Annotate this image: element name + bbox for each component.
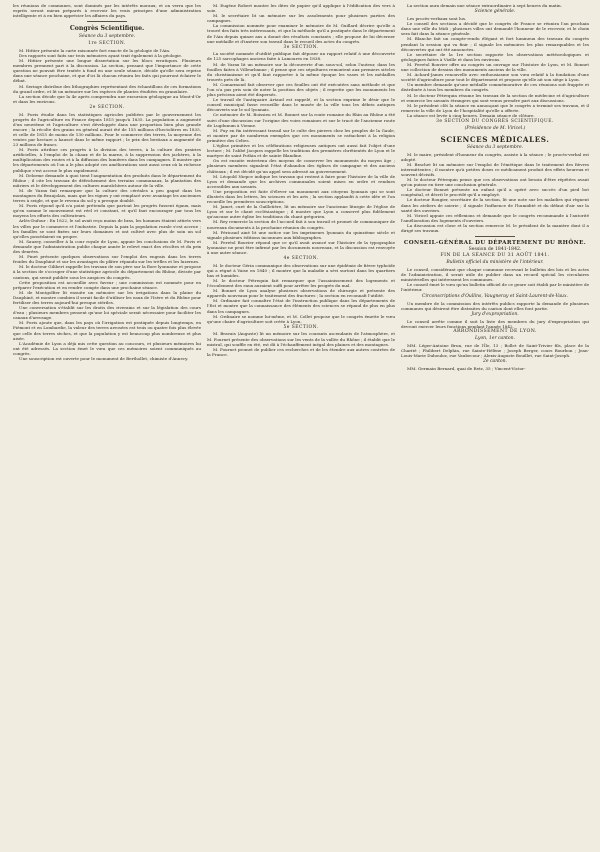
paragraph: M. le secrétaire lit un mémoire sur les assolements pour plusieurs parties des campagnes.	[207, 13, 395, 24]
paragraph: Un membre de la commission des intérêts publics rapporte la demande de plusieurs communes qui désirent être distraites du canton dont elles font partie.	[401, 300, 589, 311]
arrondissement-heading: ARRONDISSEMENT DE LYON.	[453, 328, 537, 334]
congress-title: Congrès Scientifique.	[69, 25, 145, 33]
paragraph: M. Sauzey, conseiller à la cour royale de Lyon, appuie les conclusions de M. Puvis et demande que l'administration publie chaque année le relevé exact des récoltes et du prix des denrées.	[13, 238, 201, 255]
paragraph: M. de Montgolfier lit ensuite un mémoire sur les irrigations dans la plaine du Dauphiné, et montre combien il serait facile d'utiliser les eaux de l'Isère et du Rhône pour fertiliser des terres aujourd'hui presque stériles.	[13, 289, 201, 305]
paragraph: M. de Varax fait remarquer que la culture des céréales a peu gagné dans les montagnes du Beaujolais, mais que les vignes y ont remplacé avec avantage les anciennes terres à seigle, et que le revenu du sol y a presque doublé.	[13, 187, 201, 204]
paragraph: Une souscription est ouverte pour le monument de Berthollet, chimiste d'Annecy.	[19, 356, 189, 361]
section-sub-heading: 3e SECTION DU CONGRÈS SCIENTIFIQUE.	[436, 118, 554, 124]
section-heading-1: 1re SECTION.	[88, 41, 126, 47]
conseil-date: FIN DE LA SÉANCE DU 31 AOÛT 1841.	[440, 253, 550, 259]
paragraph: M. Achard-James renouvelle avec enthousiasme son vœu relatif à la fondation d'une société d'agriculture pour tout le département et propose qu'elle ait son siège à Lyon.	[401, 72, 589, 83]
intro-paragraph: les réunions de communes, sont dominés par les intérêts moraux, et on verra que les esprits seront mieux préparés à recevoir les vrais principes d'une administration intelligente et à en bien apprécier les affaires du pays.	[13, 3, 201, 19]
canton-heading-2: 2e canton.	[483, 359, 507, 365]
paragraph: M. Ordinaire fait connaître l'état de l'instruction publique dans les départements de l'Est et montre que la connaissance des éléments des sciences se répand de plus en plus dans les campagnes.	[207, 298, 395, 314]
paragraph: M. le docteur Gilibert rappelle les travaux de son père sur la flore lyonnaise et propose à la section de s'occuper d'une statistique agricole du département du Rhône, divisée par cantons, qui serait publiée sous les auspices du congrès.	[13, 264, 201, 280]
paragraph: M. Ferréol Bouvier offre au congrès un ouvrage sur l'histoire de Lyon, et M. Bonnet une collection de dessins des monuments anciens de la ville.	[401, 61, 589, 73]
section-heading-3: 3e SECTION.	[283, 44, 319, 50]
jury-heading: Jury d'expropriation.	[471, 311, 519, 317]
paragraph: La société nommée d'utilité publique fait déposer un rapport relatif à une découverte de 125 sarcophages anciens faite à Lamoures en 1838.	[207, 51, 395, 62]
paragraph: M. Ordinaire se nomme lui-même, et M. Collet propose que le congrès émette le vœu qu'une chaire d'agriculture soit créée à Lyon.	[207, 313, 395, 324]
circonscriptions-heading: Circonscriptions d'Oullins, Vaugneray et Saint-Laurent-de-Vaux.	[422, 293, 568, 299]
paragraph: M. le maire, président d'honneur du congrès, assiste à la séance ; le procès-verbal est adopté.	[401, 151, 589, 162]
paragraph: M. Bravais (Auguste) lit un mémoire sur les courants ascendants de l'atmosphère, et M. Fournet présente des observations sur les vents de la vallée du Rhône ; il établit que le mistral, qui souffle en été, est dû à l'échauffement inégal des plaines et des montagnes.	[207, 331, 395, 347]
congress-subtitle: Séance du 3 septembre.	[78, 34, 136, 40]
paragraph: M. Léopold Niepce indique les travaux qui restent à faire pour l'histoire de la ville de Lyon et demande que les archives communales soient mises en ordre et rendues accessibles aux savants.	[207, 173, 395, 189]
paragraph: La séance est levée à cinq heures. Demain séance de clôture.	[407, 112, 535, 118]
paragraph: M. Delorme demande à quoi tient l'augmentation des produits dans le département du Rhône ; il cite les travaux de défrichement des terrains communaux, la plantation des mûriers et le développement des cultures maraîchères autour de la ville.	[13, 172, 201, 188]
paragraph: M. Hittier présente la carte raisonnée fort exacte de la géologie de l'Ain.	[19, 47, 171, 53]
paragraph: MM. Germain Bernard, quai de Retz, 35 ; Vincent-Victor-	[407, 366, 526, 372]
paragraph: MM. Léger-Antoine Brun, rue de l'Île, 13 ; Bollet de Saint-Trivier fils, place de la Charité ; Philibert Delphin, rue Sainte-Hélène ; Joseph Berger, cours Bourbon ; Jean-Louis-Marie Dubouloz, rue Vaubecour ; Alexis-Auguste Bouillet, rue Saint-Joseph.	[401, 342, 589, 359]
paragraph: L'Académie de Lyon a déjà mis cette question au concours, et plusieurs mémoires lui ont été adressés. La section émet le vœu que ces mémoires soient communiqués au congrès.	[13, 340, 201, 356]
paragraph: M. Hittier présente une longue dissertation sur les blocs erratiques. Plusieurs membres prennent part à la discussion. La section, pensant que l'importance de cette question ne pouvait être traitée à fond en une seule séance, décide qu'elle sera reprise dans une séance prochaine, et que d'ici là chacun réunira les faits qui pourront éclairer le débat.	[13, 58, 201, 84]
paragraph: M. le président clôt la séance en annonçant que le congrès a terminé ses travaux, et il remercie la ville de Lyon de l'hospitalité qu'elle a offerte.	[401, 102, 589, 113]
paragraph: Le conseil émet le vœu qu'un bulletin officiel de ce genre soit établi par le ministère de l'intérieur.	[401, 282, 589, 293]
conseil-session: Session de 1841-1842.	[468, 247, 522, 253]
paragraph: Le conseil arrête comme il suit la liste des membres du jury d'expropriation qui devront exercer leurs fonctions pendant l'année 1842.	[401, 318, 589, 329]
paragraph: L'église primitive et les célébrations religieuses antiques ont aussi fait l'objet d'une lecture ; M. l'abbé Jacques rappelle les traditions des premières chrétientés de Lyon et le martyre de saint Pothin et de sainte Blandine.	[207, 143, 395, 159]
paragraph: Cette proposition est accueillie avec faveur ; une commission est nommée pour en préparer l'exécution et en rendre compte dans une prochaine séance.	[13, 279, 201, 290]
paragraph: M. Blanche fait un compte-rendu élégant et fort lumineux des travaux du congrès pendant la session qui va finir ; il signale les mémoires les plus remarquables et les découvertes qui ont été annoncées.	[401, 36, 589, 52]
paragraph: M. le docteur Pétrequin pense que ces observations ont besoin d'être répétées avant qu'on puisse en tirer une conclusion générale.	[401, 177, 589, 188]
paragraph: Une conversation s'établit sur les droits des riverains et sur la législation des cours d'eau ; plusieurs membres pensent qu'une loi spéciale serait nécessaire pour faciliter les canaux d'arrosage.	[13, 305, 201, 321]
paragraph: M. Pinet présente quelques observations sur l'emploi des engrais dans les terres froides du Dauphiné et sur les avantages du plâtre répandu sur les trèfles et les luzernes.	[13, 254, 201, 265]
paragraph: Le docteur Bonnet présente un enfant qu'il a opéré avec succès d'un pied bot congénital, et décrit le procédé qu'il a employé.	[401, 187, 589, 198]
paragraph: M. Brachet lit un mémoire sur l'emploi de l'émétique dans le traitement des fièvres intermittentes ; il montre qu'à petites doses ce médicament produit des effets heureux et souvent décisifs.	[401, 161, 589, 177]
divider	[475, 236, 515, 237]
paragraph: La discussion est close et la section remercie M. le président de la manière dont il a dirigé ses travaux.	[401, 222, 589, 233]
paragraph: M. Eugène Robert montre les dites de papier qu'il applique à l'édification des vers à soie.	[207, 3, 395, 14]
paragraph: Le secrétaire de la 1re section rapporte les observations météorologiques et géologiques faites à Vizille et dans les environs.	[401, 51, 589, 62]
science-generale-heading: Science générale.	[474, 9, 516, 15]
paragraph: M. Fournet promet de publier ces recherches et de les étendre aux autres contrées de la France.	[207, 346, 395, 357]
paragraph: M. Puvis étudie dans les statistiques agricoles publiées par le gouvernement les progrès de l'agriculture en France depuis 1815 jusqu'à 1835. La population a augmenté d'un neuvième et l'agriculture s'est développée dans une proportion bien plus grande encore ; la récolte des grains en général aurait été de 155 millions d'hectolitres en 1835, et celle de 1815 de moins de 130 millions. Pour le commerce des terres, la moyenne des ventes par hectare a haussé dans le même rapport ; le prix des bestiaux a augmenté de 23 millions de francs.	[13, 111, 201, 148]
paragraph: M. Puvis répond qu'il n'a point prétendu que partout les progrès fussent égaux, mais qu'en somme le mouvement est réel et constant, et qu'il faut encourager par tous les moyens les efforts des cultivateurs.	[13, 203, 201, 219]
paragraph: Une proposition est faite d'élever un monument aux citoyens lyonnais qui se sont illustrés dans les lettres, les sciences et les arts ; la section applaudit à cette idée et l'on recueille les premières souscriptions.	[207, 188, 395, 205]
paragraph: M. Péricaud ainé lit une notice sur les imprimeurs lyonnais du quinzième siècle et signale plusieurs éditions inconnues aux bibliographes.	[207, 229, 395, 240]
bulletin-heading: Bulletin officiel du ministère de l'intérieur.	[446, 260, 544, 266]
paragraph: Le docteur Rougier, secrétaire de la section, lit une note sur les maladies qui règnent dans les ateliers de soierie ; il signale l'influence de l'humidité et du défaut d'air sur la santé des ouvriers.	[401, 197, 589, 213]
paragraph: Ce mémoire de M. Boissieu et M. Bonnet sur la route romaine du Rhin au Rhône a été suivi d'une discussion sur l'origine des voies romaines et sur le tracé de l'ancienne route de Lugdunum à Vienne.	[207, 112, 395, 128]
paragraph: M. Fuy en fin intéressant travail sur le culte des pierres chez les peuples de la Gaule, et montre par de nombreux exemples que ces monuments se rattachent à la religion primitive des Celtes.	[207, 127, 395, 143]
presidency-line: (Présidence de M. Viricel.)	[464, 125, 526, 131]
conseil-general-title: CONSEIL-GÉNÉRAL DU DÉPARTEMENT DU RHÔNE.	[403, 240, 587, 247]
paragraph: Le conseil, considérant que chaque commune recevant le bulletin des lois et les actes de l'administration, il serait utile de publier dans un recueil spécial les circulaires ministérielles qui intéressent les communes.	[401, 267, 589, 283]
paragraph: La section aura demain une séance extraordinaire à sept heures du matin.	[407, 3, 562, 8]
column-3	[401, 3, 589, 849]
section-heading-4: 4e SECTION.	[283, 256, 319, 262]
paragraph: M. le docteur Pétrequin résume les travaux de la section de médecine et d'agriculture et remercie les savants étrangers qui sont venus prendre part aux discussions.	[401, 92, 589, 103]
paragraph: M. Viricel appuie ces réflexions et demande que le congrès recommande à l'autorité l'amélioration des logements d'ouvriers.	[401, 212, 589, 223]
paragraph: Un membre demande qu'une médaille commémorative de ces réunions soit frappée et distribuée à tous les membres du congrès.	[401, 82, 589, 93]
paragraph: M. Seringe distribue des lithographies représentant des échantillons de ces formations du grand ordre, et lit un mémoire sur les espèces de plantes étudiées en granulaire.	[13, 83, 201, 94]
paragraph: On est ensuite entretenu des moyens de conserver les monuments du moyen âge ; plusieurs membres signalent l'état d'abandon des églises de campagne et des anciens châteaux ; il est décidé qu'un appel sera adressé au gouvernement.	[207, 158, 395, 174]
section-heading-2: 2e SECTION.	[89, 104, 125, 110]
paragraph: Des rapports sont faits sur trois mémoires ayant trait également à la géologie.	[19, 52, 183, 58]
paragraph: Arlès-Dufour : En 1822, le sol avait reçu moins de bras, les hommes étaient attirés vers les villes par le commerce et l'industrie. Depuis la paix la population rurale s'est accrue ; les familles se sont fixées sur leurs domaines et ont cultivé avec plus de soin un sol qu'elles possédaient en propre.	[13, 218, 201, 239]
section-heading-5: 5e SECTION.	[283, 324, 319, 330]
paragraph: M. de Varax lit un mémoire sur la découverte d'un sous-sol, selon l'auteur, dans les fouilles faites à Villeurbanne ; il pense que ces sépultures remontent aux premiers siècles du christianisme et qu'il faut rapporter à la même époque les vases et les médailles trouvés près de là.	[207, 61, 395, 82]
paragraph: M. le docteur Gérin communique des observations sur une épidémie de fièvre typhoïde qui a régné à Vaise en 1840 ; il montre que la maladie a sévi surtout dans les quartiers bas et humides.	[207, 262, 395, 278]
paragraph: Le conseil des sections a décidé que le congrès de France se réunira l'an prochain dans une ville du Midi ; plusieurs villes ont demandé l'honneur de le recevoir, et le choix sera fait dans la séance générale.	[401, 21, 589, 37]
paragraph: M. Puvis ajoute que, dans les pays où l'irrigation est pratiquée depuis longtemps, en Piémont et en Lombardie, la valeur des terres arrosées est trois ou quatre fois plus élevée que celle des terres sèches, et que la population y est beaucoup plus nombreuse et plus aisée.	[13, 320, 201, 341]
paragraph: M. Jamet, curé de la Guillotière, lit un mémoire sur l'ancienne liturgie de l'église de Lyon et sur le chant ecclésiastique ; il montre que Lyon a conservé plus fidèlement qu'aucune autre église les traditions du chant grégorien.	[207, 204, 395, 220]
paragraph: M. Ferréol Bouvier répond que ce qu'il avait avancé sur l'histoire de la typographie lyonnaise ne peut être infirmé par les documents nouveaux, et la discussion est renvoyée à une autre séance.	[207, 239, 395, 255]
sciences-medicales-heading: SCIENCES MÉDICALES.	[440, 134, 550, 144]
divider	[87, 21, 127, 22]
paragraph: M. le docteur Pétrequin fait remarquer que l'assainissement des logements et l'écoulement des eaux auraient suffi pour arrêter les progrès du mal.	[207, 277, 395, 289]
paragraph: M. Bonnet de Lyon analyse plusieurs observations de chirurgie et présente des appareils nouveaux pour le traitement des fractures ; la section en reconnaît l'utilité.	[207, 288, 395, 299]
canton-heading: Lyon, 1er canton.	[475, 335, 515, 341]
paragraph: Les procès-verbaux sont lus.	[407, 16, 467, 22]
seance-date: Séance du 3 septembre.	[466, 144, 524, 150]
paragraph: Le travail de l'antiquaire Artaud est rappelé, et la section exprime le désir que le conseil municipal fasse recueillir dans le musée de la ville tous les débris antiques découverts sur le sol lyonnais.	[207, 97, 395, 113]
paragraph: La section décide que la 4e après comprendra une excursion géologique au Mont-d'Or et dans les environs.	[13, 93, 201, 104]
paragraph: M. Comarmond fait observer que ces fouilles ont été exécutées sans méthode et que l'on n'a pas pris soin de noter la position des objets ; il regrette que les monuments les plus précieux aient été dispersés.	[207, 81, 395, 98]
paragraph: M. Puvis attribue ces progrès à la division des terres, à la culture des prairies artificielles, à l'emploi de la chaux et de la marne, à la suppression des jachères, à la multiplication des routes et à la diffusion des lumières dans les campagnes. Il montre que les départements où l'on a le plus adopté ces améliorations sont aussi ceux où la richesse publique s'est accrue le plus rapidement.	[13, 147, 201, 173]
column-1	[13, 3, 201, 849]
column-2	[207, 3, 395, 849]
paragraph: La commission nommée pour examiner le mémoire de M. Guillard décrire qu'elle a trouvé des faits très intéressants, et que la méthode qu'il a pratiquée dans le département de l'Ain depuis quinze ans a donné des résultats constants ; elle propose de lui décerner une médaille et d'insérer son travail dans le recueil des actes du congrès.	[207, 23, 395, 44]
paragraph: M. Rey remercie la section de l'accueil fait à son travail et promet de communiquer de nouveaux documents à la prochaine réunion du congrès.	[207, 219, 395, 230]
